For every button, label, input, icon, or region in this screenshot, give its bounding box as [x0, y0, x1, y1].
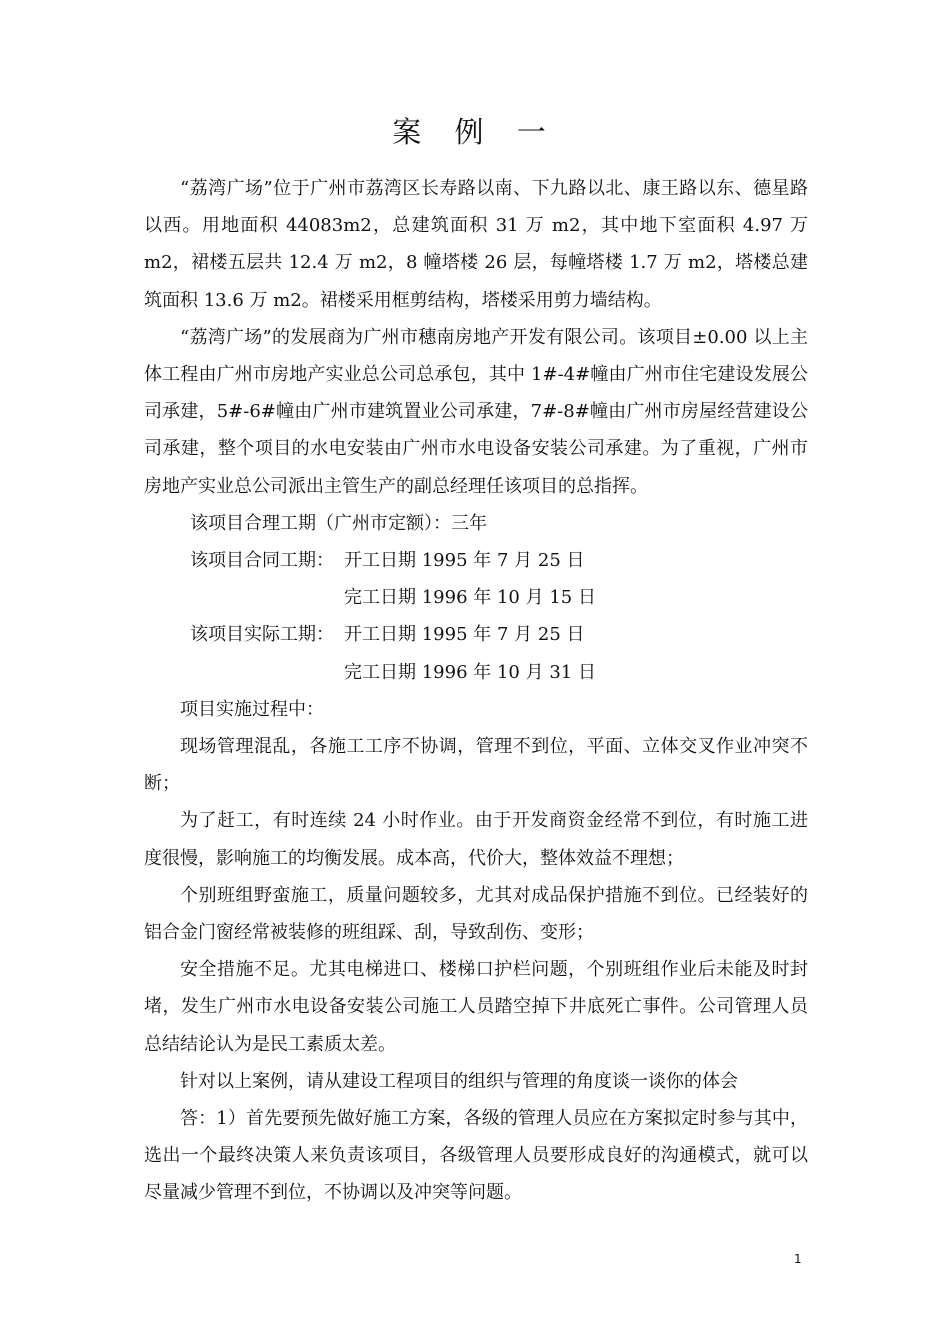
- schedule-label: [144, 579, 344, 616]
- schedule-label: 该项目实际工期：: [190, 624, 334, 646]
- schedule-label: 该项目合理工期（广州市定额）：三年: [190, 512, 487, 534]
- schedule-actual-end: [144, 654, 808, 691]
- paragraph-quality: 个别班组野蛮施工，质量问题较多，尤其对成品保护措施不到位。已经装好的铝合金门窗经常被装修的班组踩、刮，导致刮伤、变形；: [144, 884, 808, 943]
- schedule-label: 该项目合同工期：: [190, 550, 334, 572]
- paragraph-safety: 安全措施不足。尤其电梯进口、楼梯口护栏问题，个别班组作业后未能及时封堵，发生广州市水电设备安装公司施工人员踏空掉下井底死亡事件。公司管理人员总结结论认为是民工素质太差。: [144, 959, 808, 1055]
- document-body: [144, 170, 808, 1212]
- schedule-reasonable-period: [144, 505, 808, 542]
- schedule-contract-start: [144, 542, 808, 579]
- schedule-value: 开工日期 1995 年 7 月 25 日: [344, 550, 585, 572]
- paragraph-location: “荔湾广场”位于广州市荔湾区长寿路以南、下九路以北、康王路以东、德星路以西。用地面积 44083m2，总建筑面积 31 万 m2，其中地下室面积 4.97 万 m2，裙楼五层共 12.4 万 m2，8 幢塔楼 26 层，每幢塔楼 1.7 万 m2，塔楼总建筑面积 13.6 万 m2。裙楼采用框剪结构，塔楼采用剪力墙结构。: [144, 178, 808, 311]
- paragraph-answer: 答：1）首先要预先做好施工方案，各级的管理人员应在方案拟定时参与其中，选出一个最终决策人来负责该项目，各级管理人员要形成良好的沟通模式，就可以尽量减少管理不到位，不协调以及冲突等问题。: [144, 1108, 808, 1204]
- paragraph-developer: “荔湾广场”的发展商为广州市穗南房地产开发有限公司。该项目±0.00 以上主体工程由广州市房地产实业总公司总承包，其中 1#-4#幢由广州市住宅建设发展公司承建，5#-6#幢由广州市建筑置业公司承建，7#-8#幢由广州市房屋经营建设公司承建，整个项目的水电安装由广州市水电设备安装公司承建。为了重视，广州市房地产实业总公司派出主管生产的副总经理任该项目的总指挥。: [144, 326, 808, 497]
- schedule-value: [487, 505, 808, 542]
- paragraph-schedule-rush: 为了赶工，有时连续 24 小时作业。由于开发商资金经常不到位，有时施工进度很慢，影响施工的均衡发展。成本高，代价大，整体效益不理想；: [144, 810, 808, 869]
- paragraph-process-heading: 项目实施过程中：: [180, 698, 324, 720]
- schedule-value: 完工日期 1996 年 10 月 15 日: [344, 587, 596, 609]
- schedule-actual-start: [144, 616, 808, 653]
- paragraph-site-management: 现场管理混乱，各施工工序不协调，管理不到位，平面、立体交叉作业冲突不断；: [144, 735, 808, 795]
- page-number: 1: [794, 1252, 802, 1266]
- schedule-value: 完工日期 1996 年 10 月 31 日: [344, 661, 596, 683]
- document-title: 案 例 一: [392, 115, 558, 149]
- schedule-value: 开工日期 1995 年 7 月 25 日: [344, 624, 585, 646]
- schedule-label: [144, 654, 344, 691]
- paragraph-question: 针对以上案例，请从建设工程项目的组织与管理的角度谈一谈你的体会: [180, 1070, 738, 1092]
- schedule-contract-end: [144, 579, 808, 616]
